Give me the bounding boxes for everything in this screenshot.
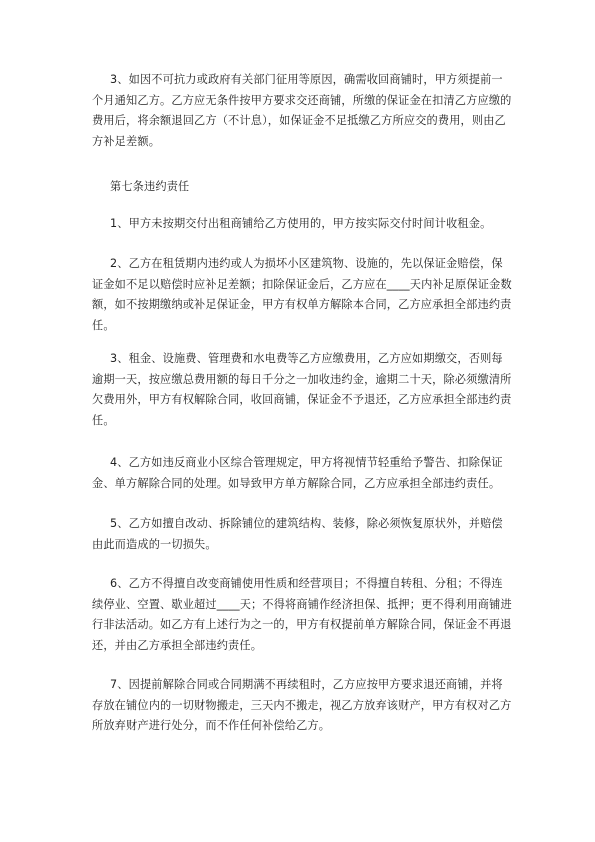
text-line: 1、甲方未按期交付出租商铺给乙方使用的，甲方按实际交付时间计收租金。	[110, 217, 492, 230]
clause-paragraph-4	[92, 453, 510, 494]
text-line: 任。	[92, 318, 115, 332]
text-line: 存放在铺位内的一切财物搬走，三天内不搬走，视乙方放弃该财产，甲方有权对乙方	[92, 698, 512, 712]
text-line: 欠费用外，甲方有权解除合同，收回商铺，保证金不予退还，乙方应承担全部违约责	[92, 393, 512, 406]
text-line: 2、乙方在租赁期内违约或人为损坏小区建筑物、设施的，先以保证金赔偿，保	[110, 257, 503, 270]
text-line: 方补足差额。	[92, 134, 161, 148]
text-line: 额，如不按期缴纳或补足保证金，甲方有权单方解除本合同，乙方应承担全部违约责	[92, 298, 512, 311]
clause-paragraph-7	[92, 675, 510, 737]
clause-paragraph-3b	[92, 349, 510, 431]
text-line: 证金如不足以赔偿时应补足差额；扣除保证金后，乙方应在____天内补足原保证金数	[92, 277, 512, 291]
text-line: 任。	[92, 413, 115, 427]
text-line: 由此而造成的一切损失。	[92, 537, 217, 551]
text-line: 4、乙方如违反商业小区综合管理规定，甲方将视情节轻重给予警告、扣除保证	[110, 456, 503, 469]
text-line: 逾期一天，按应缴总费用额的每日千分之一加收违约金，逾期二十天，除必须缴清所	[92, 372, 512, 386]
clause-paragraph-3	[92, 70, 510, 152]
text-line: 7、因提前解除合同或合同期满不再续租时，乙方应按甲方要求退还商铺，并将	[110, 678, 503, 691]
clause-paragraph-6	[92, 574, 510, 656]
clause-paragraph-1	[92, 214, 510, 235]
clause-paragraph-5	[92, 514, 510, 555]
text-line: 个月通知乙方。乙方应无条件按甲方要求交还商铺，所缴的保证金在扣清乙方应缴的	[92, 93, 512, 107]
text-line: 行非法活动。如乙方有上述行为之一的，甲方有权提前单方解除合同，保证金不再退	[92, 618, 512, 631]
section-title: 第七条违约责任	[110, 180, 190, 193]
text-line: 还，并由乙方承担全部违约责任。	[92, 638, 263, 652]
text-line: 6、乙方不得擅自改变商铺使用性质和经营项目；不得擅自转租、分租；不得连	[110, 577, 503, 590]
text-line: 续停业、空置、歇业超过____天；不得将商铺作经济担保、抵押；更不得利用商铺进	[92, 597, 512, 611]
text-line: 3、如因不可抗力或政府有关部门征用等原因，确需收回商铺时，甲方须提前一	[110, 73, 503, 86]
text-line: 5、乙方如擅自改动、拆除铺位的建筑结构、装修，除必须恢复原状外，并赔偿	[110, 517, 503, 530]
text-line: 费用后，将余额退回乙方（不计息），如保证金不足抵缴乙方所应交的费用，则由乙	[92, 114, 506, 127]
text-line: 所放弃财产进行处分，而不作任何补偿给乙方。	[92, 719, 331, 732]
text-line: 3、租金、设施费、管理费和水电费等乙方应缴费用，乙方应如期缴交，否则每	[110, 352, 503, 365]
text-line: 金、单方解除合同的处理。如导致甲方单方解除合同，乙方应承担全部违约责任。	[92, 476, 501, 490]
clause-paragraph-2	[92, 254, 510, 336]
